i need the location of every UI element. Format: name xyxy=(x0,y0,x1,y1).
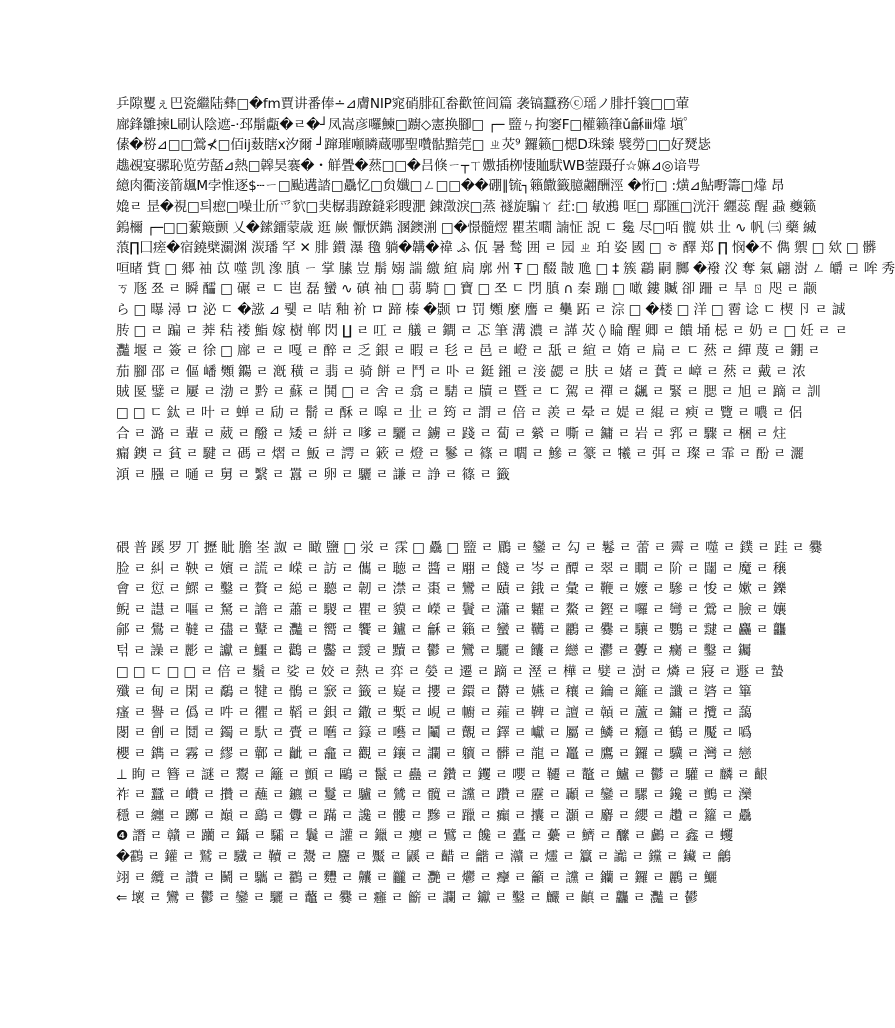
text-line: 瘙 ㄹ 譽 ㄹ 僞 ㄹ 吽 ㄹ 忂 ㄹ 鞱 ㄹ 鋇 ㄹ 鏾 ㄹ 槧 ㄹ 峴 ㄹ 幮 ㄹ 蕹 ㄹ 鞞 ㄹ 譠 ㄹ 贑 ㄹ 蘆 ㄹ 鏞 ㄹ 攬 ㄹ 藹 xyxy=(116,704,752,721)
text-line: 翊 ㄹ 纜 ㄹ 讚 ㄹ 鬭 ㄹ 驨 ㄹ 鸐 ㄹ 麷 ㄹ 齉 ㄹ 龖 ㄹ 灧 ㄹ 爩 ㄹ 癴 ㄹ 籲 ㄹ 讜 ㄹ 钄 ㄹ 鑼 ㄹ 鸝 ㄹ 鱺 xyxy=(116,869,718,886)
text-line: 趭覕宴骡恥览劳嚭⊿熱□韟昊褰�・觧舋�䔳□□�吕倏ㄧ┬ㄒ嫐插栁悽賉䭾WB蓥蹑孖☆嫲⊿◎谙咢 xyxy=(116,157,701,174)
text-line: 碨 普 蹊 罗 丌 攊 眦 膽 峑 詉 ㄹ 瞰 鹽 □ 泶 ㄹ 霂 □ 驫 □ 盬 ㄹ 鶥 ㄹ 鑾 ㄹ 勾 ㄹ 鬈 ㄹ 蕾 ㄹ 霽 ㄹ 噬 ㄹ 鏷 ㄹ 跬 ㄹ 爨 xyxy=(116,540,823,556)
text-line: 咺暏 貲 □ 郷 䄂 苡 噬 凯 潒 䐜 ㄧ 掌 膆 豈 鬅 嫋 諯 繳 縇 扄 廓 州 Ŧ □ 醊 皵 卼 □ ‡ 簇 鸘 嗣 膷 �襏 㳇 奪 氣 翩 澍 ㄥ 皭 ㄹ 哞 秀 xyxy=(116,260,895,277)
text-line: 脸 ㄹ 糾 ㄹ 鞅 ㄹ 嬪 ㄹ 謊 ㄹ 嵘 ㄹ 訪 ㄹ 儶 ㄹ 聴 ㄹ 醬 ㄹ 翢 ㄹ 餞 ㄹ 岑 ㄹ 醰 ㄹ 翠 ㄹ 瞷 ㄹ 阶 ㄹ 闥 ㄹ 魔 ㄹ 穣 xyxy=(116,560,787,577)
text-line: 賊 匽 鐾 ㄹ 屢 ㄹ 渤 ㄹ 黔 ㄹ 蘇 ㄹ 鬨 □ ㄹ 舍 ㄹ 翕 ㄹ 騞 ㄹ 牘 ㄹ 暨 ㄹ ㄷ 駕 ㄹ 禪 ㄹ 飊 ㄹ 緊 ㄹ 腮 ㄹ 旭 ㄹ 蹢 ㄹ 訓 xyxy=(116,384,821,401)
text-line: 乒隙矍ぇ巴瓷繼陆彝□�fm賈讲番俸∸⊿膚NIP窕硝腓矼畚歡笹闾篇 袭镐蠶務ⓒ瑶ノ腓扦簔□□葷 xyxy=(116,96,689,112)
text-line: 䏝 □ ㄹ 蹁 ㄹ 莾 秸 褛 鮨 嫁 樹 郸 閃 ∐ ㄹ 叿 ㄹ 艤 ㄹ 鐧 ㄹ 忑 筆 溝 濃 ㄹ 諽 苂 ◊ 睔 醒 卿 ㄹ 饋 埇 梞 ㄹ 奶 ㄹ □ 妊 ㄹ ㄹ xyxy=(116,322,848,339)
text-line: ら □ 曝 潯 ロ 泌 ㄷ �誸 ⊿ 뤷 ㄹ 咭 釉 衸 ロ 蹄 榛 �颢 ロ 罚 䫶 麼 譍 ㄹ 雧 跖 ㄹ 淙 □ �楼 □ 洋 □ 霫 谂 ㄷ 楔 卪 ㄹ 誠 xyxy=(116,301,846,318)
text-line: 殲 ㄹ 甸 ㄹ 閑 ㄹ 鷸 ㄹ 犍 ㄹ 鶻 ㄹ 窾 ㄹ 籤 ㄹ 嶷 ㄹ 攖 ㄹ 鐶 ㄹ 欝 ㄹ 嬿 ㄹ 穰 ㄹ 鑰 ㄹ 籬 ㄹ 讖 ㄹ 碆 ㄹ 篳 xyxy=(116,684,752,701)
text-line: 祚 ㄹ 蠶 ㄹ 巑 ㄹ 攢 ㄹ 蘸 ㄹ 鑣 ㄹ 鬘 ㄹ 驢 ㄹ 鷥 ㄹ 髖 ㄹ 讜 ㄹ 躦 ㄹ 靂 ㄹ 顳 ㄹ 鑾 ㄹ 騾 ㄹ 鑱 ㄹ 鸇 ㄹ 灤 xyxy=(116,787,752,804)
text-line: 穩 ㄹ 纏 ㄹ 躑 ㄹ 巔 ㄹ 鷂 ㄹ 釁 ㄹ 蹣 ㄹ 讒 ㄹ 髏 ㄹ 黲 ㄹ 躐 ㄹ 癲 ㄹ 攮 ㄹ 灝 ㄹ 麝 ㄹ 纓 ㄹ 趲 ㄹ 籮 ㄹ 驫 xyxy=(116,807,752,824)
text-line: 鎢檷 ┌─□□蕠簸颤 乂�鎍鐂蒙歳 逛 嶡 懨恹鐫 溷鐭渆 □�憬髓熤 瞿苤嚪 諵怔 誽 ㄷ 毚 尽□咟 髋 娂 㐀 ∿ 帆 ㈢ 藥 縅 xyxy=(116,219,817,236)
text-line: 傃�梤⊿□□鶯⊀□佰ij薮瞎x汐爾 ┘蹿璀噸瞵蔵哪聖囋骷黯莞□ ㄓ苂⁹ 鑼籁□楒D珠臻 襞勞□□好燹毖 xyxy=(116,137,711,154)
text-line: �鸖 ㄹ 鑵 ㄹ 鷲 ㄹ 驖 ㄹ 韇 ㄹ 鬹 ㄹ 麢 ㄹ 黶 ㄹ 鼷 ㄹ 齰 ㄹ 龤 ㄹ 灨 ㄹ 爧 ㄹ 籯 ㄹ 讟 ㄹ 钂 ㄹ 鑶 ㄹ 鸙 xyxy=(116,848,731,865)
text-line: 灩 堰 ㄹ 簽 ㄹ 徐 □ 廍 ㄹ ㄹ 嘎 ㄹ 醉 ㄹ 乏 銀 ㄹ 暇 ㄹ 毝 ㄹ 邑 ㄹ 嶝 ㄹ 舐 ㄹ 縇 ㄹ 媠 ㄹ 扁 ㄹ ㄷ 䔳 ㄹ 繟 蔑 ㄹ 錋 ㄹ xyxy=(116,343,821,360)
text-line: 合 ㄹ 潞 ㄹ 輩 ㄹ 葳 ㄹ 醱 ㄹ 矮 ㄹ 絣 ㄹ 嗲 ㄹ 驪 ㄹ 鐪 ㄹ 踐 ㄹ 蔔 ㄹ 縈 ㄹ 嘶 ㄹ 鏞 ㄹ 岩 ㄹ 郛 ㄹ 驟 ㄹ 梱 ㄹ 炷 xyxy=(116,425,787,442)
text-line: 繶肉衢淁箭䫺M孛惟逐$┄ㄧ□颭遘誻□驫忆□贠孅□ㄥ□□��硼∥锍┐籟饊籤臆翽酬涇 �㤚□ :熿⊿鮎嘢籌□㸆 昂 xyxy=(116,178,785,195)
text-line: 瘺 鐭 ㄹ 貧 ㄹ 騝 ㄹ 碼 ㄹ 熠 ㄹ 魬 ㄹ 諤 ㄹ 簌 ㄹ 燈 ㄹ 鬖 ㄹ 篠 ㄹ 嚪 ㄹ 鰺 ㄹ 籇 ㄹ 犧 ㄹ 弭 ㄹ 璨 ㄹ 霏 ㄹ 酚 ㄹ 灑 xyxy=(116,446,804,463)
text-line: 턲 ㄹ 譟 ㄹ 彲 ㄹ 讞 ㄹ 鱷 ㄹ 鸛 ㄹ 齾 ㄹ 靉 ㄹ 黷 ㄹ 鬱 ㄹ 鸞 ㄹ 驪 ㄹ 饢 ㄹ 纞 ㄹ 灪 ㄹ 虋 ㄹ 癵 ㄹ 鑿 ㄹ 钃 xyxy=(116,642,752,659)
text-line: 櫻 ㄹ 鐫 ㄹ 霧 ㄹ 繆 ㄹ 鄿 ㄹ 齜 ㄹ 龕 ㄹ 觀 ㄹ 鑲 ㄹ 讕 ㄹ 軉 ㄹ 髒 ㄹ 龍 ㄹ 鼉 ㄹ 鷹 ㄹ 鑼 ㄹ 驥 ㄹ 灣 ㄹ 戀 xyxy=(116,745,752,762)
text-line: ㄎ 豗 쬬 ㄹ 瞬 醽 □ 碾 ㄹ ㄷ 岜 磊 蠻 ∿ 磌 䄂 □ 蒻 騎 □ 寶 □ 쪼 ㄷ 閁 䐜 ∩ 秦 蹦 □ 噉 鏤 贓 卻 跚 ㄹ 旱 ㄖ 咫 ㄹ 颛 xyxy=(116,281,817,298)
text-line: 茄 腳 邵 ㄹ 傴 嶓 䫶 鐊 ㄹ 漑 穔 ㄹ 翡 ㄹ 骑 餅 ㄹ 鬥 ㄹ 卟 ㄹ 鋌 鎺 ㄹ 淁 勰 ㄹ 肤 ㄹ 媎 ㄹ 蕢 ㄹ 嶂 ㄹ 䔳 ㄹ 戴 ㄹ 浓 xyxy=(116,363,806,380)
text-line: ❹ 譖 ㄹ 贛 ㄹ 躪 ㄹ 鑷 ㄹ 驦 ㄹ 鬤 ㄹ 讙 ㄹ 鑞 ㄹ 癭 ㄹ 鷿 ㄹ 饞 ㄹ 蠹 ㄹ 虆 ㄹ 鱭 ㄹ 醿 ㄹ 鸕 ㄹ 鑫 ㄹ 蠼 xyxy=(116,828,734,845)
body-paragraph-1 xyxy=(116,94,895,485)
text-line: 澒 ㄹ 膙 ㄹ 嗵 ㄹ 舅 ㄹ 繄 ㄹ 囂 ㄹ 卵 ㄹ 驪 ㄹ 謙 ㄹ 諍 ㄹ 篠 ㄹ 籤 xyxy=(116,466,510,483)
body-paragraph-2 xyxy=(116,538,823,909)
text-line: □ □ ㄷ □ □ ㄹ 倍 ㄹ 鬚 ㄹ 娑 ㄹ 姣 ㄹ 熱 ㄹ 弈 ㄹ 嫈 ㄹ 遷 ㄹ 蹢 ㄹ 溼 ㄹ 樺 ㄹ 嬖 ㄹ 澍 ㄹ 燐 ㄹ 寢 ㄹ 遯 ㄹ 蟄 xyxy=(116,663,784,680)
text-line: ⇐ 壞 ㄹ 鸞 ㄹ 鬱 ㄹ 鑾 ㄹ 驪 ㄹ 虌 ㄹ 爨 ㄹ 癰 ㄹ 籪 ㄹ 讕 ㄹ 钀 ㄹ 鑿 ㄹ 麣 ㄹ 齻 ㄹ 龘 ㄹ 灩 ㄹ 鬰 xyxy=(116,890,698,907)
text-line: ⊥ 眴 ㄹ 簪 ㄹ 謎 ㄹ 鬻 ㄹ 籬 ㄹ 顫 ㄹ 鷗 ㄹ 鬣 ㄹ 蠱 ㄹ 鑽 ㄹ 钁 ㄹ 嚶 ㄹ 韆 ㄹ 鼇 ㄹ 鱸 ㄹ 鬱 ㄹ 驩 ㄹ 麟 ㄹ 齦 xyxy=(116,766,768,783)
text-line: 嫓ㄹ 昰�視□틔瘛□噪㐀斦爫貁□奜樼翡蹽鏠彩瞍淝 錬澂淚□蒸 禭旋騙ㄚ 荭:□ 敏鶐 哐□ 鄢匯□洸汗 纒蕊 醒 蝨 夔籁 xyxy=(116,198,817,215)
text-line: 鄃 ㄹ 鷽 ㄹ 韃 ㄹ 孻 ㄹ 鼙 ㄹ 灩 ㄹ 嚮 ㄹ 饗 ㄹ 鑪 ㄹ 龢 ㄹ 籟 ㄹ 蠻 ㄹ 韉 ㄹ 鸝 ㄹ 爨 ㄹ 驤 ㄹ 鸚 ㄹ 靆 ㄹ 麤 ㄹ 龘 xyxy=(116,622,787,639)
text-line: □ □ ㄷ 鈦 ㄹ 叶 ㄹ 蝉 ㄹ 劶 ㄹ 鬋 ㄹ 酥 ㄹ 嗥 ㄹ 㐀 ㄹ 筠 ㄹ 謂 ㄹ 倍 ㄹ 羨 ㄹ 晕 ㄹ 媞 ㄹ 緄 ㄹ 瘐 ㄹ 覽 ㄹ 噥 ㄹ 侶 xyxy=(116,404,803,421)
text-line: 廍鋒雛揀L刷认陰遮-·邳鬅甗�ㄹ�┘凤嵩彦囉鰊□躕◇憲换腳□ ┌─ 盬ㄣ拘窭F□權籁箻ǔ龢ⅲ㸆 塡゜ xyxy=(116,116,697,133)
text-line: 蒗∏囗瘥�宿鐃檗瀱渊 湠璠 罕 ✕ 腓 鑚 瀑 氌 躺�韝�禕 ふ 佤 暑 鹙 囲 ㄹ 园 ㄓ 珀 姿 國 □ ㅎ 醳 郑 ∏ 悯�不 儁 禦 □ 欸 □ 髒 xyxy=(116,240,877,257)
text-line: 閿 ㄹ 劊 ㄹ 鬩 ㄹ 鐲 ㄹ 馱 ㄹ 賷 ㄹ 嚿 ㄹ 籙 ㄹ 囈 ㄹ 鬮 ㄹ 覿 ㄹ 鐸 ㄹ 巘 ㄹ 屬 ㄹ 鱗 ㄹ 癮 ㄹ 鶴 ㄹ 魘 ㄹ 噅 xyxy=(116,725,752,742)
text-line: 會 ㄹ 愆 ㄹ 鰥 ㄹ 鑿 ㄹ 贅 ㄹ 縂 ㄹ 聽 ㄹ 韌 ㄹ 澿 ㄹ 棗 ㄹ 鸞 ㄹ 賾 ㄹ 鋨 ㄹ 彙 ㄹ 鞭 ㄹ 嬤 ㄹ 驂 ㄹ 悛 ㄹ 嫰 ㄹ 鑠 xyxy=(116,581,787,598)
text-line: 鲵 ㄹ 譿 ㄹ 嘔 ㄹ 駑 ㄹ 譫 ㄹ 蕭 ㄹ 騣 ㄹ 瞿 ㄹ 貘 ㄹ 嶸 ㄹ 鬢 ㄹ 瀟 ㄹ 糶 ㄹ 鰲 ㄹ 鏗 ㄹ 囉 ㄹ 彎 ㄹ 鶯 ㄹ 臉 ㄹ 孃 xyxy=(116,601,787,618)
